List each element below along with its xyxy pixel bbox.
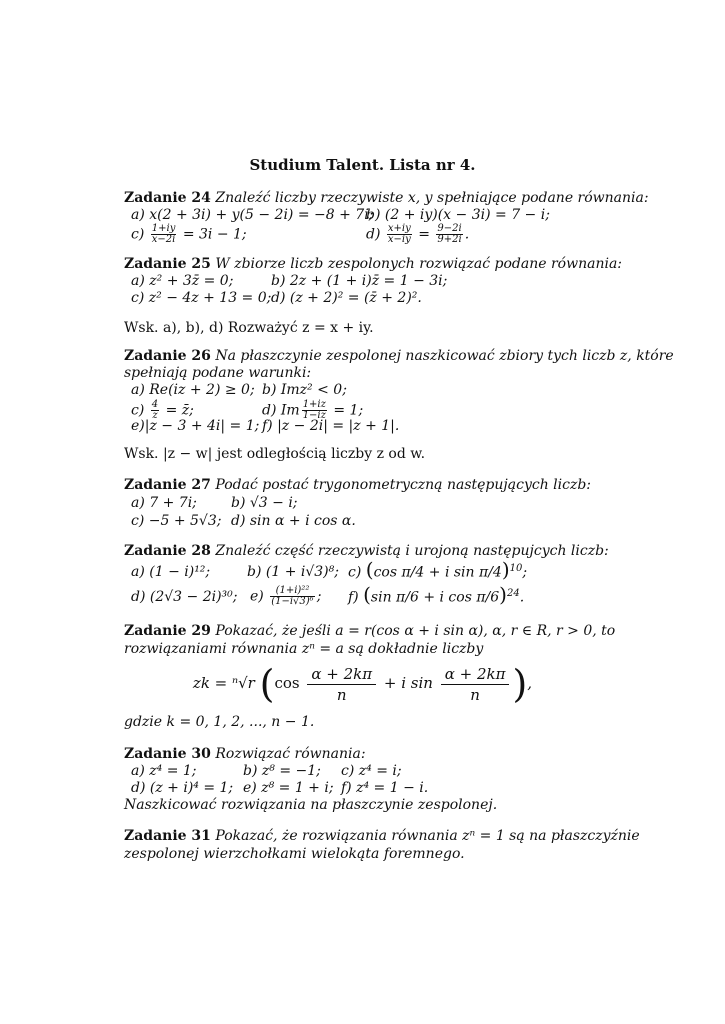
z28-c-lparen: ( bbox=[365, 557, 374, 582]
z28-f-exp: 24 bbox=[506, 588, 520, 599]
z28-c bbox=[348, 557, 528, 582]
z25-c: c) z² − 4z + 13 = 0; bbox=[131, 290, 272, 306]
z26-f: f) |z − 2i| = |z + 1|. bbox=[262, 418, 400, 434]
z26-c-label: c) bbox=[131, 402, 145, 419]
z26-e: e)|z − 3 + 4i| = 1; bbox=[131, 418, 260, 434]
z28-e-den: (1−i√3)⁶ bbox=[271, 596, 314, 607]
z28-f-rparen: ) bbox=[499, 582, 507, 607]
z26-c-rhs: = z̄; bbox=[165, 402, 194, 419]
z28-f-body: sin π/6 + i cos π/6 bbox=[370, 589, 500, 606]
z30-note: Naszkicować rozwiązania na płaszczynie zespolonej. bbox=[124, 797, 498, 813]
z29-formula-cos: cos bbox=[274, 674, 300, 692]
z28-d: d) (2√3 − 2i)³⁰; bbox=[131, 589, 238, 605]
z31-text2: zespolonej wierzchołkami wielokąta foremnego. bbox=[124, 846, 465, 862]
z30-e: e) z⁸ = 1 + i; bbox=[243, 780, 334, 796]
z29-frac2-den: n bbox=[470, 685, 480, 704]
z30-f: f) z⁴ = 1 − i. bbox=[341, 780, 429, 796]
z25-a: a) z² + 3z̄ = 0; bbox=[131, 273, 234, 289]
z31-text: Pokazać, że rozwiązania równania zⁿ = 1 są na płaszczyźnie bbox=[215, 828, 640, 844]
z26-a: a) Re(iz + 2) ≥ 0; bbox=[131, 382, 255, 398]
z24-heading: Zadanie 24 bbox=[124, 190, 211, 206]
z27-c: c) −5 + 5√3; bbox=[131, 513, 222, 529]
z31-heading: Zadanie 31 bbox=[124, 828, 211, 844]
z28-a: a) (1 − i)¹²; bbox=[131, 564, 211, 580]
z28-e bbox=[250, 586, 321, 607]
z24-d bbox=[366, 224, 469, 245]
z29-formula-end: , bbox=[527, 674, 533, 692]
z25-text: W zbiorze liczb zespolonych rozwiązać podane równania: bbox=[215, 256, 623, 272]
z24-c bbox=[131, 224, 247, 245]
z29-heading: Zadanie 29 bbox=[124, 623, 211, 639]
z24-d-end: . bbox=[464, 226, 470, 243]
z26-d-num: 1+iz bbox=[302, 399, 326, 410]
z28-e-end: ; bbox=[316, 588, 322, 605]
z27-heading: Zadanie 27 bbox=[124, 477, 211, 493]
z24-text: Znaleźć liczby rzeczywiste x, y spełniające podane równania: bbox=[215, 190, 649, 206]
z29-text: Pokazać, że jeśli a = r(cos α + i sin α), α, r ∈ R, r > 0, to bbox=[215, 623, 616, 639]
z28-f-end: . bbox=[519, 589, 525, 606]
hint-26: Wsk. |z − w| jest odległością liczby z od w. bbox=[124, 446, 426, 462]
z24-c-den: x−2i bbox=[151, 234, 176, 245]
z24-b: b) (2 + iy)(x − 3i) = 7 − i; bbox=[366, 207, 550, 223]
z28-heading: Zadanie 28 bbox=[124, 543, 211, 559]
z30-b: b) z⁸ = −1; bbox=[243, 763, 321, 779]
z28-e-fraction bbox=[270, 586, 315, 607]
z29-frac1-den: n bbox=[336, 685, 347, 704]
z26-d-rhs: = 1; bbox=[333, 402, 364, 419]
z24-d-label: d) bbox=[366, 226, 381, 243]
z31-line1 bbox=[124, 828, 640, 845]
z24-d-den2: 9+2i bbox=[437, 234, 462, 245]
z29-formula-mid: + i sin bbox=[383, 674, 433, 692]
z29-where: gdzie k = 0, 1, 2, ..., n − 1. bbox=[124, 714, 315, 730]
z29-formula-lhs: zk = ⁿ√r bbox=[192, 674, 255, 692]
z30-heading: Zadanie 30 bbox=[124, 746, 211, 762]
z27-a: a) 7 + 7i; bbox=[131, 495, 197, 511]
z28-e-label: e) bbox=[250, 588, 264, 605]
z29-formula-frac2 bbox=[441, 664, 510, 705]
z26-heading: Zadanie 26 bbox=[124, 348, 211, 364]
z28-c-end: ; bbox=[522, 564, 528, 581]
z28-text: Znaleźć część rzeczywistą i urojoną następujcych liczb: bbox=[215, 543, 609, 559]
z29-frac1-num: α + 2kπ bbox=[307, 664, 376, 685]
z29-text2: rozwiązaniami równania zⁿ = a są dokładnie liczby bbox=[124, 641, 484, 657]
z26-c-den: z bbox=[152, 410, 158, 421]
z24-c-label: c) bbox=[131, 226, 145, 243]
z27-b: b) √3 − i; bbox=[231, 495, 298, 511]
z30-line1 bbox=[124, 746, 366, 763]
z30-c: c) z⁴ = i; bbox=[341, 763, 402, 779]
z28-c-body: cos π/4 + i sin π/4 bbox=[373, 564, 502, 581]
z24-line1 bbox=[124, 190, 649, 207]
z24-c-num: 1+iy bbox=[151, 223, 176, 234]
page-title: Studium Talent. Lista nr 4. bbox=[249, 156, 476, 174]
z30-a: a) z⁴ = 1; bbox=[131, 763, 197, 779]
z27-text: Podać postać trygonometryczną następujących liczb: bbox=[215, 477, 592, 493]
z28-f bbox=[348, 582, 525, 607]
z29-frac2-num: α + 2kπ bbox=[441, 664, 510, 685]
z24-c-fraction bbox=[151, 224, 177, 245]
z24-d-eq: = bbox=[418, 226, 430, 243]
z28-b: b) (1 + i√3)⁸; bbox=[247, 564, 339, 580]
z24-line2 bbox=[131, 207, 373, 224]
z27-d: d) sin α + i cos α. bbox=[231, 513, 356, 529]
z29-line1 bbox=[124, 623, 615, 640]
z25-d: d) (z + 2)² = (z̄ + 2)². bbox=[271, 290, 422, 306]
z26-text2: spełniają podane warunki: bbox=[124, 365, 312, 381]
z24-d-fraction2 bbox=[436, 224, 462, 245]
z25-b: b) 2z + (1 + i)z̄ = 1 − 3i; bbox=[271, 273, 448, 289]
z26-c-num: 4 bbox=[151, 399, 159, 410]
z29-formula-rparen: ) bbox=[512, 662, 528, 706]
z26-d-den: 1−iz bbox=[302, 410, 326, 421]
z25-line1 bbox=[124, 256, 622, 273]
z24-d-num2: 9−2i bbox=[437, 223, 462, 234]
z28-c-exp: 10 bbox=[509, 563, 523, 574]
z24-a: a) x(2 + 3i) + y(5 − 2i) = −8 + 7i; bbox=[131, 207, 374, 223]
z24-c-rhs: = 3i − 1; bbox=[182, 226, 247, 243]
z28-c-label: c) bbox=[348, 564, 362, 581]
z24-d-den1: x−iy bbox=[387, 234, 411, 245]
z26-d-label: d) Im bbox=[262, 402, 300, 419]
z28-f-lparen: ( bbox=[363, 582, 371, 607]
z24-d-fraction1 bbox=[387, 224, 412, 245]
z27-line1 bbox=[124, 477, 591, 494]
z28-c-rparen: ) bbox=[501, 557, 510, 582]
z29-formula-frac1 bbox=[307, 664, 376, 705]
z26-line1 bbox=[124, 348, 674, 365]
z30-d: d) (z + i)⁴ = 1; bbox=[131, 780, 234, 796]
z26-b: b) Imz² < 0; bbox=[262, 382, 347, 398]
z28-e-num: (1+i)²² bbox=[270, 586, 315, 597]
z29-formula bbox=[0, 662, 725, 706]
hint-25: Wsk. a), b), d) Rozważyć z = x + iy. bbox=[124, 320, 374, 336]
z26-text: Na płaszczynie zespolonej naszkicować zbiory tych liczb z, które bbox=[215, 348, 674, 364]
z24-d-num1: x+iy bbox=[387, 223, 411, 234]
z28-f-label: f) bbox=[348, 589, 359, 606]
z30-text: Rozwiązać równania: bbox=[215, 746, 366, 762]
z25-heading: Zadanie 25 bbox=[124, 256, 211, 272]
z29-formula-lparen: ( bbox=[259, 662, 275, 706]
